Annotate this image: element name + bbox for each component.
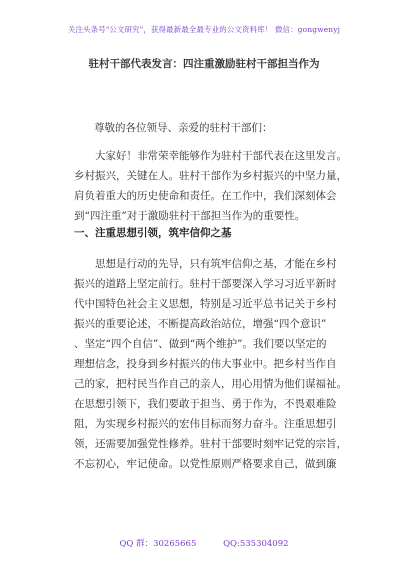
document-title: 驻村干部代表发言：四注重激励驻村干部担当作为 <box>88 58 320 70</box>
paragraph-line: 振兴的重要论述，不断提高政治站位，增强“四个意识” <box>74 318 327 330</box>
section-body-paragraph <box>74 254 364 474</box>
section-heading: 一、注重思想引领，筑牢信仰之基 <box>74 227 232 239</box>
paragraph-line: 阻，为实现乡村振兴的宏伟目标而努力奋斗。注重思想引 <box>74 418 337 430</box>
paragraph-line: 乡村振兴，关键在人。驻村干部作为乡村振兴的中坚力量， <box>74 170 347 182</box>
paragraph-line: 思想是行动的先导，只有筑牢信仰之基，才能在乡村 <box>95 258 337 270</box>
header-promo-note: 关注头条号"公文研究"，获得最新最全最专业的公文资料库！ 微信：gongwenyj <box>67 25 341 34</box>
paragraph-line: 到“四注重”对于激励驻村干部担当作为的重要性。 <box>74 210 306 222</box>
paragraph-line: 代中国特色社会主义思想，特别是习近平总书记关于乡村 <box>74 298 337 310</box>
footer-qq-number: QQ:535304092 <box>223 539 289 549</box>
footer-contact <box>0 537 408 549</box>
paragraph-line: 大家好！非常荣幸能够作为驻村干部代表在这里发言。 <box>95 150 347 162</box>
paragraph-line: 振兴的道路上坚定前行。驻村干部要深入学习习近平新时 <box>74 278 337 290</box>
footer-qq-group: QQ 群：30265665 <box>119 539 197 549</box>
paragraph-line: 肩负着重大的历史使命和责任。在工作中，我们深刻体会 <box>74 190 337 202</box>
paragraph-line: 领，还需要加强党性修养。驻村干部要时刻牢记党的宗旨， <box>74 438 347 450</box>
paragraph-line: 、坚定“四个自信”、做到“两个维护”。我们要以坚定的 <box>74 338 327 350</box>
paragraph-line: 己的家，把村民当作自己的亲人，用心用情为他们谋福祉。 <box>74 378 347 390</box>
intro-paragraph <box>74 146 364 226</box>
salutation: 尊敬的各位领导、亲爱的驻村干部们： <box>94 122 273 134</box>
paragraph-line: 不忘初心，牢记使命。以党性原则严格要求自己，做到廉 <box>74 458 337 470</box>
paragraph-line: 理想信念，投身到乡村振兴的伟大事业中。把乡村当作自 <box>74 358 337 370</box>
paragraph-line: 在思想引领下，我们要敢于担当、勇于作为，不畏艰难险 <box>74 398 337 410</box>
